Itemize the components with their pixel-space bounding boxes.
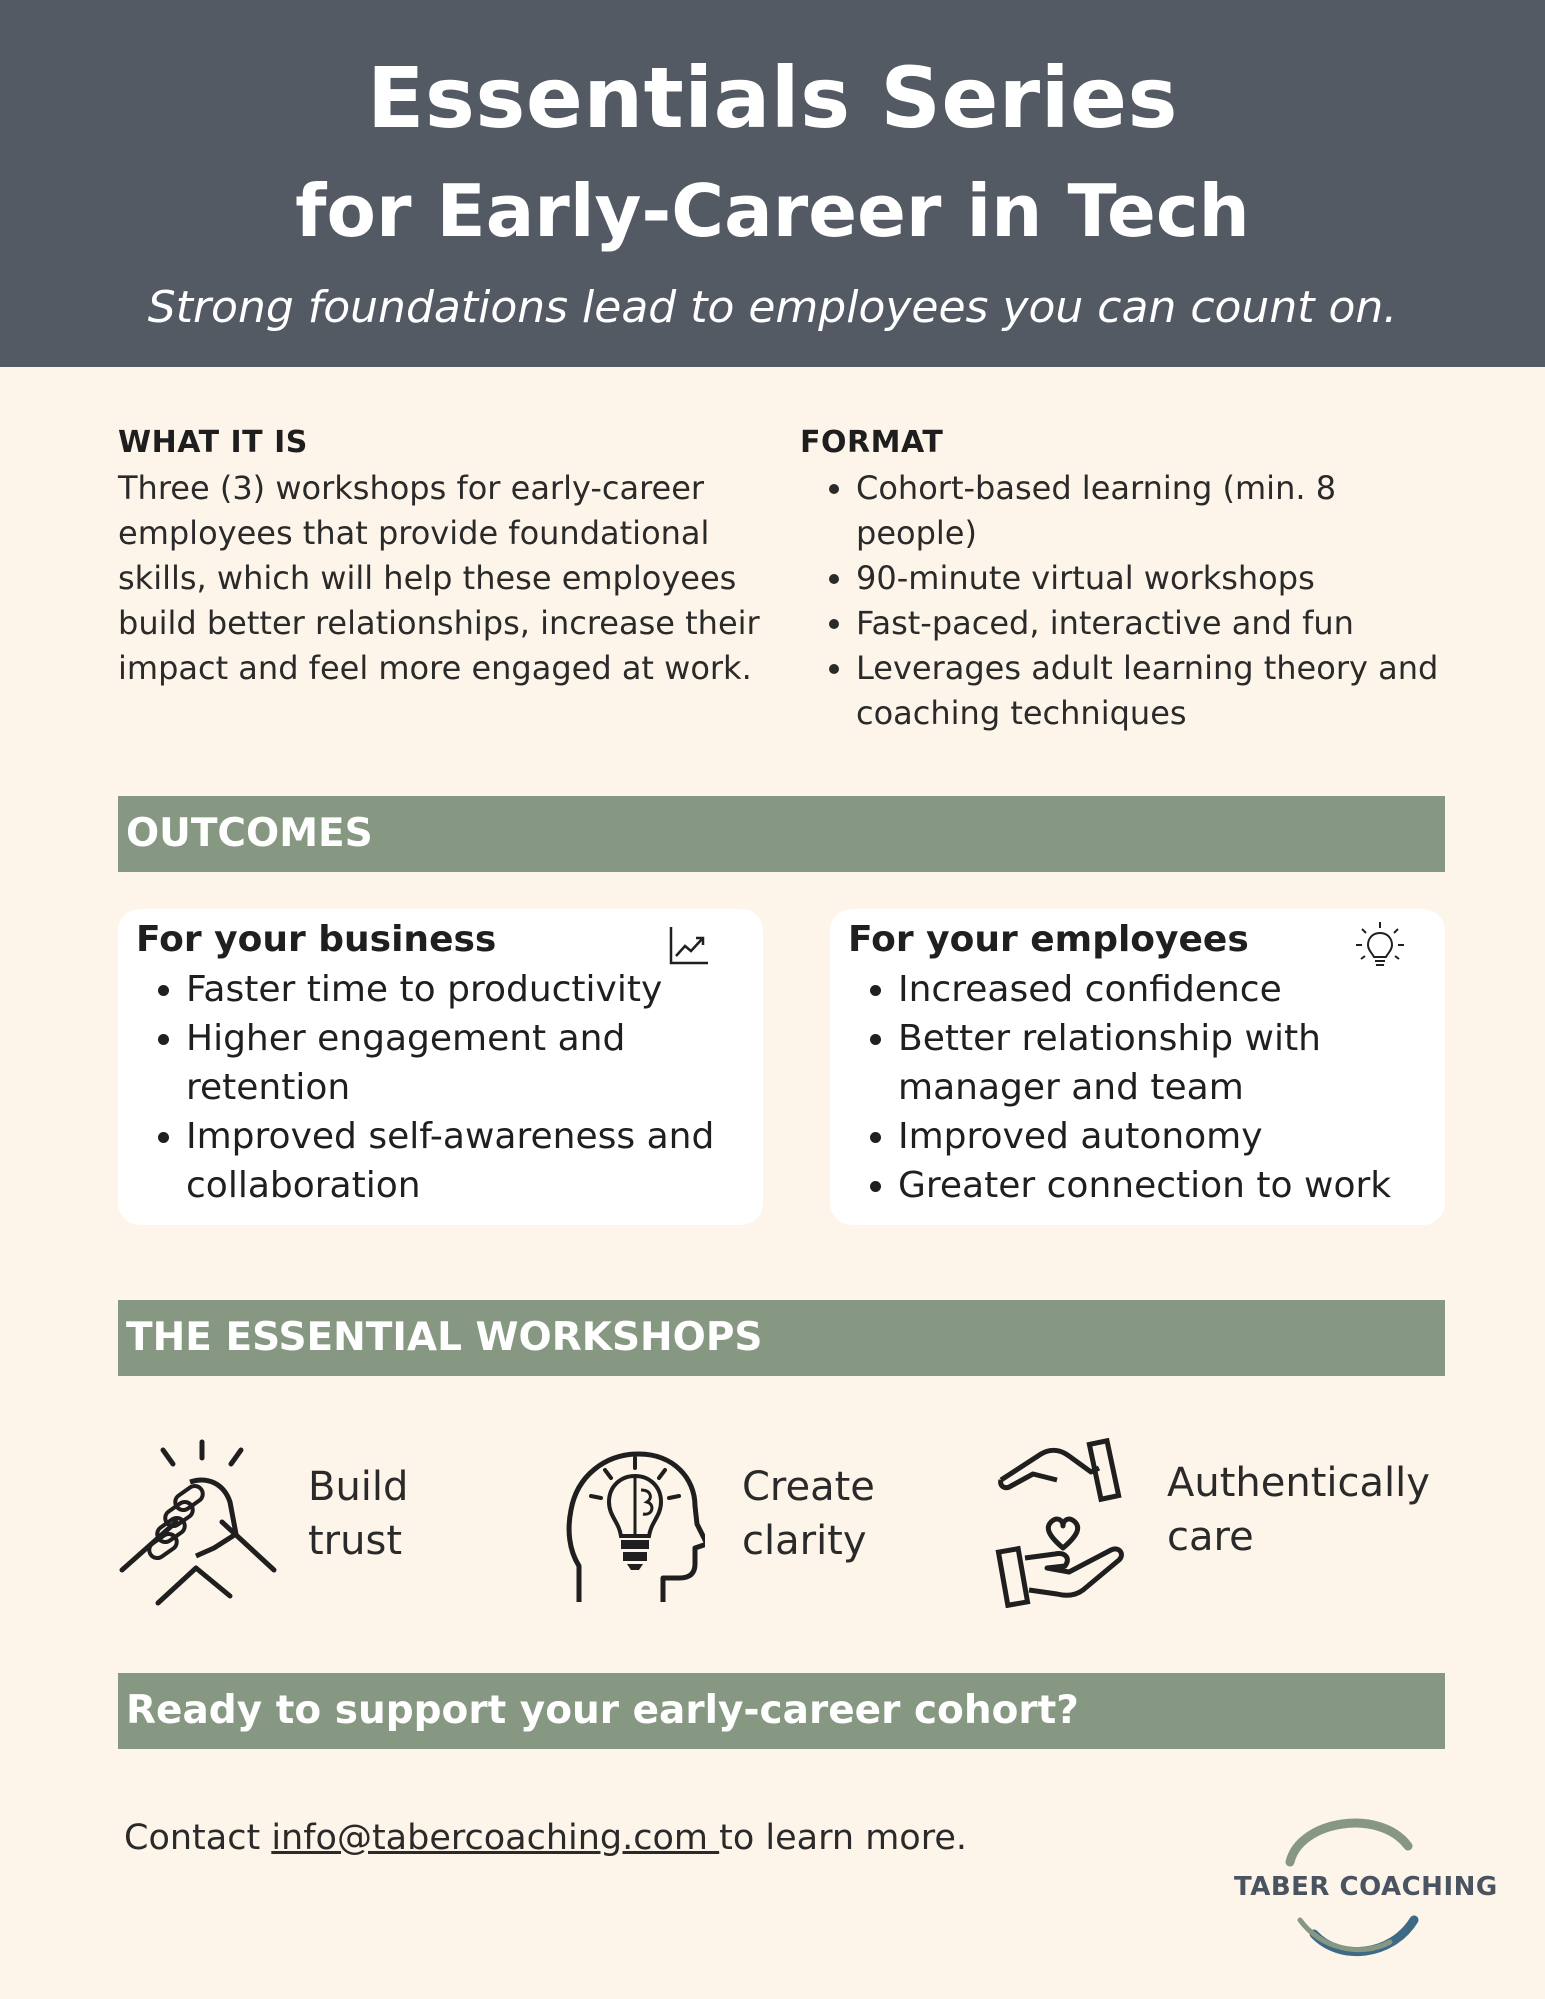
taber-coaching-logo — [1230, 1810, 1500, 1960]
list-item: • Leverages adult learning theory and coaching techniques — [856, 646, 1440, 736]
workshop-label-line2: care — [1167, 1514, 1254, 1560]
cta-heading: Ready to support your early-career cohort? — [118, 1673, 1445, 1749]
list-item: • 90-minute virtual workshops — [856, 556, 1440, 601]
employee-outcomes-card — [830, 909, 1445, 1225]
workshop-label-line1: Create — [742, 1464, 875, 1510]
business-outcomes-card — [118, 909, 763, 1225]
contact-suffix: to learn more. — [719, 1818, 967, 1858]
outcomes-heading: OUTCOMES — [118, 796, 1445, 872]
list-item: • Improved self-awareness and collaboration — [186, 1112, 763, 1210]
list-item: • Increased confidence — [898, 965, 1445, 1014]
tagline: Strong foundations lead to employees you can count on. — [147, 282, 1398, 333]
workshops-heading: THE ESSENTIAL WORKSHOPS — [118, 1300, 1445, 1376]
chart-growth-icon — [666, 923, 712, 969]
page-subtitle: for Early-Career in Tech — [295, 169, 1250, 253]
employee-card-title: For your employees — [848, 919, 1249, 960]
employee-outcomes-list — [830, 965, 1445, 1210]
business-outcomes-list — [118, 965, 763, 1210]
header-banner — [0, 0, 1545, 367]
hands-heart-icon — [995, 1438, 1130, 1608]
workshop-label-line2: trust — [308, 1518, 403, 1564]
list-item: • Faster time to productivity — [186, 965, 763, 1014]
format-heading: FORMAT — [800, 425, 944, 460]
contact-prefix: Contact — [124, 1818, 272, 1858]
handshake-icon — [118, 1438, 278, 1613]
list-item: • Fast-paced, interactive and fun — [856, 601, 1440, 646]
email-link[interactable]: info@tabercoaching.com — [271, 1818, 720, 1858]
business-card-title: For your business — [136, 919, 497, 960]
list-item: • Cohort-based learning (min. 8 people) — [856, 466, 1440, 556]
workshop-label-line1: Build — [308, 1464, 409, 1510]
logo-text: TABER COACHING — [1234, 1872, 1498, 1902]
list-item: • Better relationship with manager and team — [898, 1014, 1445, 1112]
contact-line — [124, 1808, 967, 1868]
workshop-label-line2: clarity — [742, 1518, 867, 1564]
what-it-is-heading: WHAT IT IS — [118, 425, 308, 460]
list-item: • Higher engagement and retention — [186, 1014, 763, 1112]
list-item: • Greater connection to work — [898, 1161, 1445, 1210]
workshop-label-line1: Authentically — [1167, 1460, 1430, 1506]
brain-bulb-icon — [565, 1440, 705, 1605]
format-section — [800, 425, 1440, 736]
page-title: Essentials Series — [367, 49, 1178, 147]
what-it-is-body: Three (3) workshops for early-career employees that provide foundational skills, which will help these employees build better relationships, increase their impact and feel more engaged at work. — [118, 469, 760, 687]
list-item: • Improved autonomy — [898, 1112, 1445, 1161]
format-list — [800, 466, 1440, 736]
what-it-is-section — [118, 425, 768, 691]
